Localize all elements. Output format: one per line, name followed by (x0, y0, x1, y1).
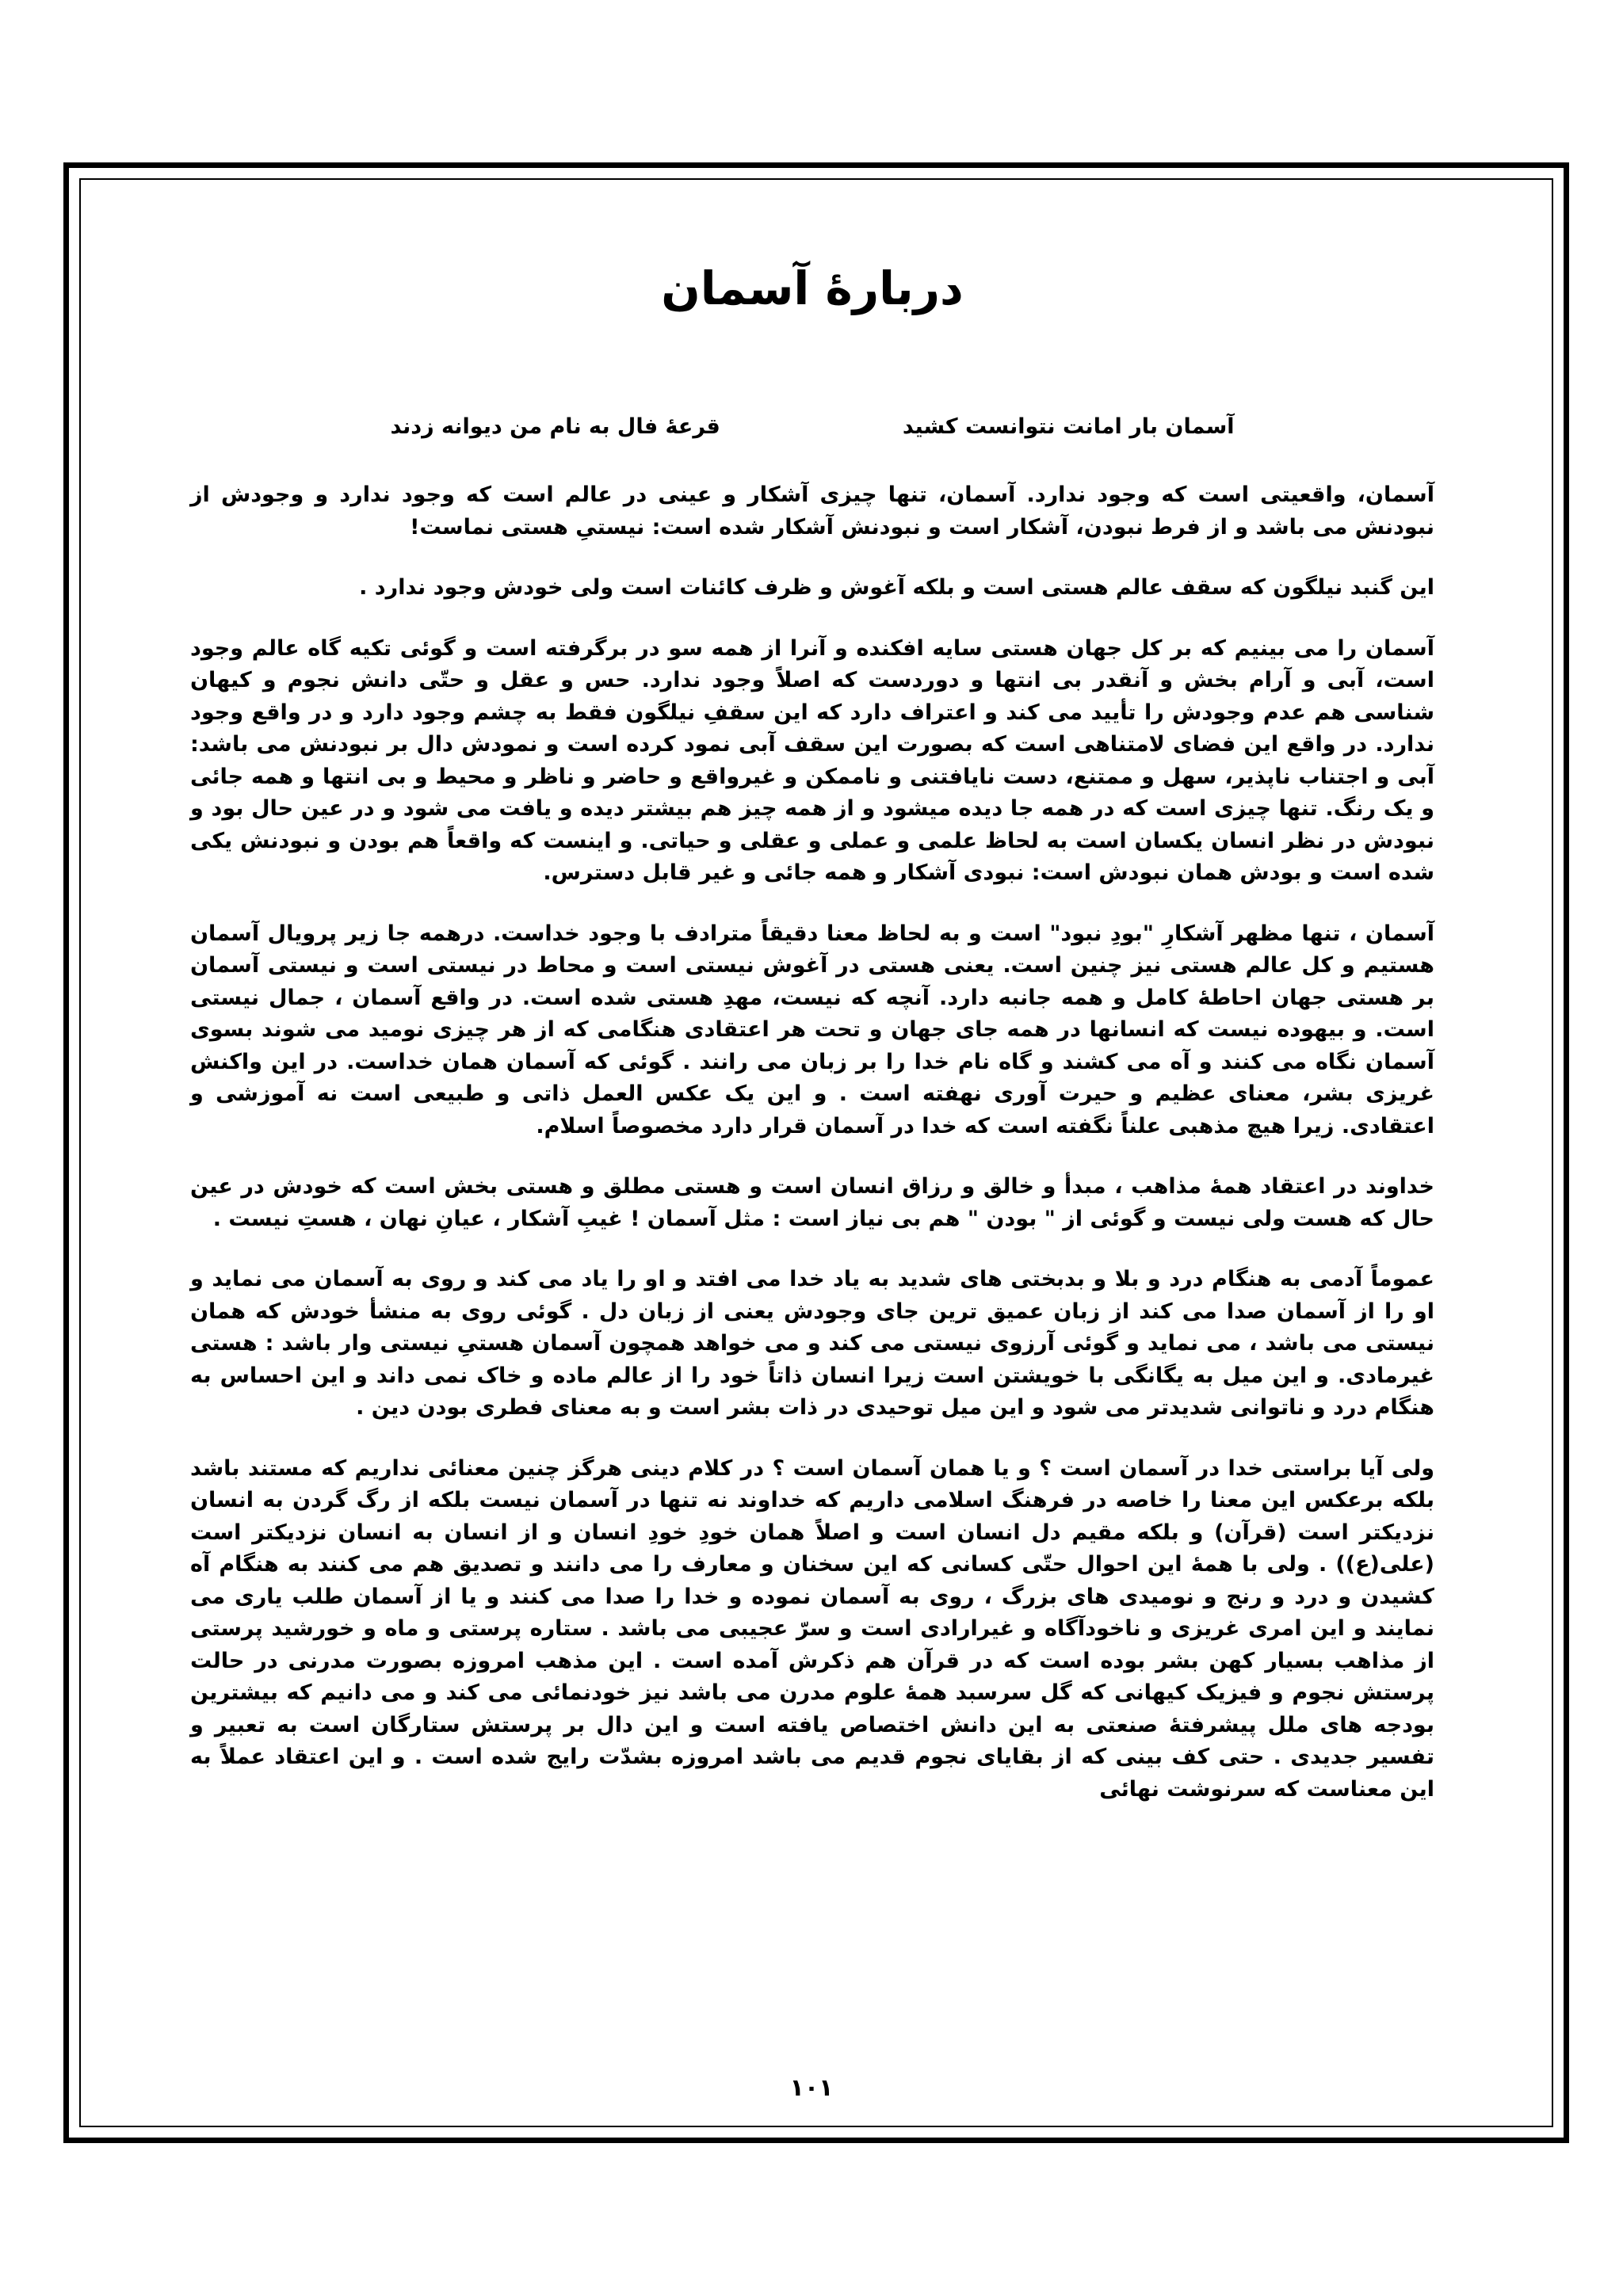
page-title: دربارهٔ آسمان (661, 261, 964, 315)
verse-hemistich-left: قرعهٔ فال به نام من دیوانه زدند (390, 414, 720, 439)
verse-hemistich-right: آسمان بار امانت نتوانست کشید (902, 414, 1235, 439)
body-paragraph: این گنبد نیلگون که سقف عالم هستی است و بلکه آغوش و ظرف کائنات است ولی خودش وجود ندارد . (359, 575, 1434, 601)
body-paragraph: خداوند در اعتقاد همهٔ مذاهب ، مبدأ و خالق و رزاق انسان است و هستی مطلق و هستی بخش است که خودش در عین حال که هست ولی نیست و گوئی از " بودن " هم بی نیاز است : مثل آسمان ! غیبِ آشکار ، عیانِ نهان ، هستِ نیست . (190, 1174, 1434, 1231)
body-paragraph: ولی آیا براستی خدا در آسمان است ؟ و یا همان آسمان است ؟ در کلام دینی هرگز چنین معنائی نداریم که مستند باشد بلکه برعکس این معنا را خاصه در فرهنگ اسلامی داریم که خداوند نه تنها در آسمان نیست بلکه از رگ گردن به انسان نزدیکتر است (قرآن) و بلکه مقیم دل انسان است و اصلاً همان خودِ خودِ انسان و از انسان به انسان نزدیکتر است (علی(ع)) . ولی با همهٔ این احوال حتّی کسانی که این سخنان و معارف را می دانند و تصدیق هم می کنند به هنگام آه کشیدن و درد و رنج و نومیدی های بزرگ ، روی به آسمان نموده و خدا را صدا می کنند و یا از آسمان طلب یاری می نمایند و این امری غریزی و ناخودآگاه و غیرارادی است و سرّ عجیبی می باشد . ستاره پرستی و ماه و خورشید پرستی از مذاهب بسیار کهن بشر بوده است که در قرآن هم ذکرش آمده است . این مذهب امروزه بصورت مدرنی در حالت پرستش نجوم و فیزیک کیهانی که گل سرسبد همهٔ علوم مدرن می باشد نیز خودنمائی می کند و می دانیم که بیشترین بودجه های ملل پیشرفتهٔ صنعتی به این دانش اختصاص یافته است و این دال بر پرستش ستارگان است به تعبیر و تفسیر جدیدی . حتی کف بینی که از بقایای نجوم قدیم می باشد امروزه بشدّت رایج شده است . و این اعتقاد عملاً به این معناست که سرنوشت نهائی (190, 1455, 1434, 1802)
verse-line (190, 412, 1434, 442)
body-paragraph: عموماً آدمی به هنگام درد و بلا و بدبختی های شدید به یاد خدا می افتد و او را یاد می کند و روی به آسمان می نماید و او را از آسمان صدا می کند از زبان عمیق ترین جای وجودش یعنی از زبان دل . گوئی روی به منشأ خودش که همان نیستی می باشد ، می نماید و گوئی آرزوی نیستی می کند و می خواهد همچون آسمان هستیِ نیستی وار باشد : هستی غیرمادی. و این میل به یگانگی با خویشتن است زیرا انسان ذاتاً خود را از عالم ماده و خاک نمی داند و این احساس به هنگام درد و ناتوانی شدیدتر می شود و این میل توحیدی در ذات بشر است و به معنای فطری بودن دین . (190, 1267, 1434, 1421)
body-paragraph: آسمان را می بینیم که بر کل جهان هستی سایه افکنده و آنرا از همه سو در برگرفته است و گوئی تکیه گاه عالم وجود است، آبی و آرام بخش و آنقدر بی انتها و دوردست که اصلاً وجود ندارد. حس و عقل و حتّی دانش نجوم و کیهان شناسی هم عدم وجودش را تأیید می کند و اعتراف دارد که این سقفِ نیلگون فقط به چشم وجود دارد و در واقع وجود ندارد. در واقع این فضای لامتناهی است که بصورت این سقف آبی نمود کرده است و نمودش دال بر نبودنش می باشد: آبی و اجتناب ناپذیر، سهل و ممتنع، دست نایافتنی و ناممکن و غیرواقع و حاضر و ناظر و محیط و بی انتها و همه جائی و یک رنگ. تنها چیزی است که در همه جا دیده میشود و از همه چیز هم بیشتر دیده و یافت می شود و در عین حال بود و نبودش در نظر انسان یکسان است به لحاظ علمی و عملی و عقلی و حیاتی. و اینست که واقعاً هم بودن و نبودنش یکی شده است و بودش همان نبودش است: نبودی آشکار و همه جائی و غیر قابل دسترس. (190, 635, 1434, 886)
page-number: ۱۰۱ (789, 2074, 834, 2102)
body-paragraph: آسمان، واقعیتی است که وجود ندارد. آسمان، تنها چیزی آشکار و عینی در عالم است که وجود ندارد و وجودش از نبودنش می باشد و از فرط نبودن، آشکار است و نبودنش آشکار شده است: نیستیِ هستی نماست! (190, 482, 1434, 540)
page-content (190, 261, 1434, 1834)
body-paragraph: آسمان ، تنها مظهر آشکارِ "بودِ نبود" است و به لحاظ معنا دقیقاً مترادف با وجود خداست. درهمه جا زیر پرویال آسمان هستیم و کل عالم هستی نیز چنین است. یعنی هستی در آغوش نیستی است و محاط در نیستی است و نیستی آسمان بر هستی جهان احاطهٔ کامل و همه جانبه دارد. آنچه که نیست، مهدِ هستی شده است. در واقع آسمان ، جمال نیستی است. و بیهوده نیست که انسانها در همه جای جهان و تحت هر اعتقادی هنگامی که از هر چیزی نومید می شوند بسوی آسمان نگاه می کنند و آه می کشند و گاه نام خدا را بر زبان می رانند . گوئی که آسمان همان خداست. در این واکنش غریزی بشر، معنای عظیم و حیرت آوری نهفته است . و این یک عکس العمل ذاتی و طبیعی است نه آموزشی و اعتقادی. زیرا هیچ مذهبی علناً نگفته است که خدا در آسمان قرار دارد مخصوصاً اسلام. (190, 921, 1434, 1138)
